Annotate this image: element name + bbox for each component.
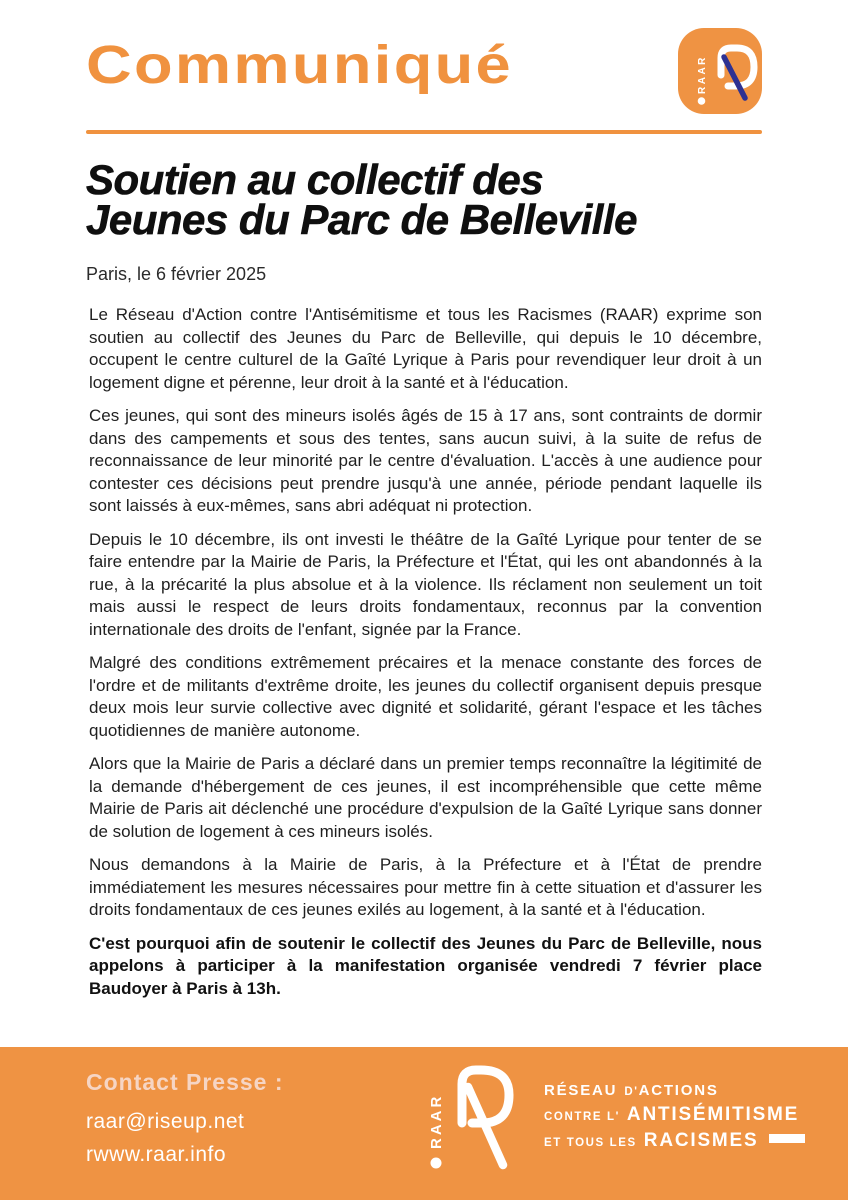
kicker-title: Communiqué xyxy=(86,35,514,95)
title-line-1: Soutien au collectif des xyxy=(86,156,544,203)
footer-banner xyxy=(0,1047,848,1200)
body-paragraph: Malgré des conditions extrêmement précaires et la menace constante des forces de l'ordre et de militants d'extrême droite, les jeunes du collectif organisent depuis presque deux mois leur survie collective avec dignité et solidarité, gérant l'espace et les tâches quotidiennes de manière autonome. xyxy=(89,653,762,740)
body-paragraph: Depuis le 10 décembre, ils ont investi le théâtre de la Gaîté Lyrique pour tenter de se faire entendre par la Mairie de Paris, la Préfecture et l'État, qui les ont abandonnés à la rue, à la précarité la plus absolue et à la violence. Ils réclament non seulement un toit mais aussi le respect de leurs droits fondamentaux, reconnus par la convention internationale des droits de l'enfant, signée par la France. xyxy=(89,529,762,639)
wordmark-line-2 xyxy=(544,1104,805,1126)
body-paragraph: Ces jeunes, qui sont des mineurs isolés âgés de 15 à 17 ans, sont contraints de dormir dans des campements et sous des tentes, sans aucun suivi, à la suite de refus de reconnaissance de leur minorité par le centre d'évaluation. L'accès à une audience pour contester ces décisions peut prendre jusqu'à une année, période pendant laquelle ils sont laissés à eux-mêmes, sans abri adéquat ni protection. xyxy=(89,406,762,515)
raar-logo-icon xyxy=(678,28,762,114)
wordmark-actions: ACTIONS xyxy=(638,1082,719,1099)
wordmark-line-1 xyxy=(544,1082,805,1100)
wordmark-et-tous-les: ET TOUS LES xyxy=(544,1137,637,1149)
press-contact-block xyxy=(86,1069,284,1171)
divider-rule xyxy=(86,130,762,134)
raar-footer-logo-icon xyxy=(424,1059,516,1175)
dateline: Paris, le 6 février 2025 xyxy=(86,264,267,284)
body-paragraph: Le Réseau d'Action contre l'Antisémitisme et tous les Racismes (RAAR) exprime son soutien au collectif des Jeunes du Parc de Belleville, qui depuis le 10 décembre, occupent le centre culturel de la Gaîté Lyrique à Paris pour revendiquer leur droit à un logement digne et pérenne, leur droit à la santé et à l'éducation. xyxy=(89,305,762,392)
wordmark-antisemitisme: ANTISÉMITISME xyxy=(626,1104,800,1125)
closing-call-to-action: C'est pourquoi afin de soutenir le collectif des Jeunes du Parc de Belleville, nous appelons à participer à la manifestation organisée vendredi 7 février place Baudoyer à Paris à 13h. xyxy=(89,933,762,998)
wordmark-contre-l: CONTRE L' xyxy=(544,1111,620,1123)
footer-wordmark xyxy=(544,1078,805,1156)
contact-website-link[interactable]: rwww.raar.info xyxy=(86,1143,227,1166)
logo-dot xyxy=(698,97,706,105)
wordmark-dash xyxy=(769,1134,805,1143)
footer-acronym-vertical: RAAR xyxy=(428,1093,445,1149)
footer-brand-block xyxy=(424,1059,805,1175)
article-body xyxy=(86,156,762,1000)
wordmark-d: D' xyxy=(624,1086,639,1098)
body-paragraph: Nous demandons à la Mairie de Paris, à la Préfecture et à l'État de prendre immédiatement les mesures nécessaires pour mettre fin à cette situation et d'assurer les droits fondamentaux de ces jeunes exilés au logement, à la santé et à l'éducation. xyxy=(89,855,762,919)
article-title xyxy=(86,156,762,243)
body-paragraph: Alors que la Mairie de Paris a déclaré dans un premier temps reconnaître la légitimité de la demande d'hébergement de ces jeunes, il est incompréhensible que cette même Mairie de Paris ait déclenché une procédure d'expulsion de la Gaîté Lyrique sans donner de solution de logement à ces mineurs isolés. xyxy=(89,754,762,841)
wordmark-line-3 xyxy=(544,1130,805,1152)
contact-email-link[interactable]: raar@riseup.net xyxy=(86,1110,245,1133)
logo-acronym-vertical: RAAR xyxy=(697,55,708,94)
header xyxy=(86,0,762,114)
title-line-2: Jeunes du Parc de Belleville xyxy=(86,196,637,243)
wordmark-reseau: RÉSEAU xyxy=(544,1082,618,1099)
contact-label: Contact Presse : xyxy=(86,1069,284,1095)
footer-logo-dot xyxy=(431,1158,442,1169)
wordmark-racismes: RACISMES xyxy=(643,1130,759,1151)
